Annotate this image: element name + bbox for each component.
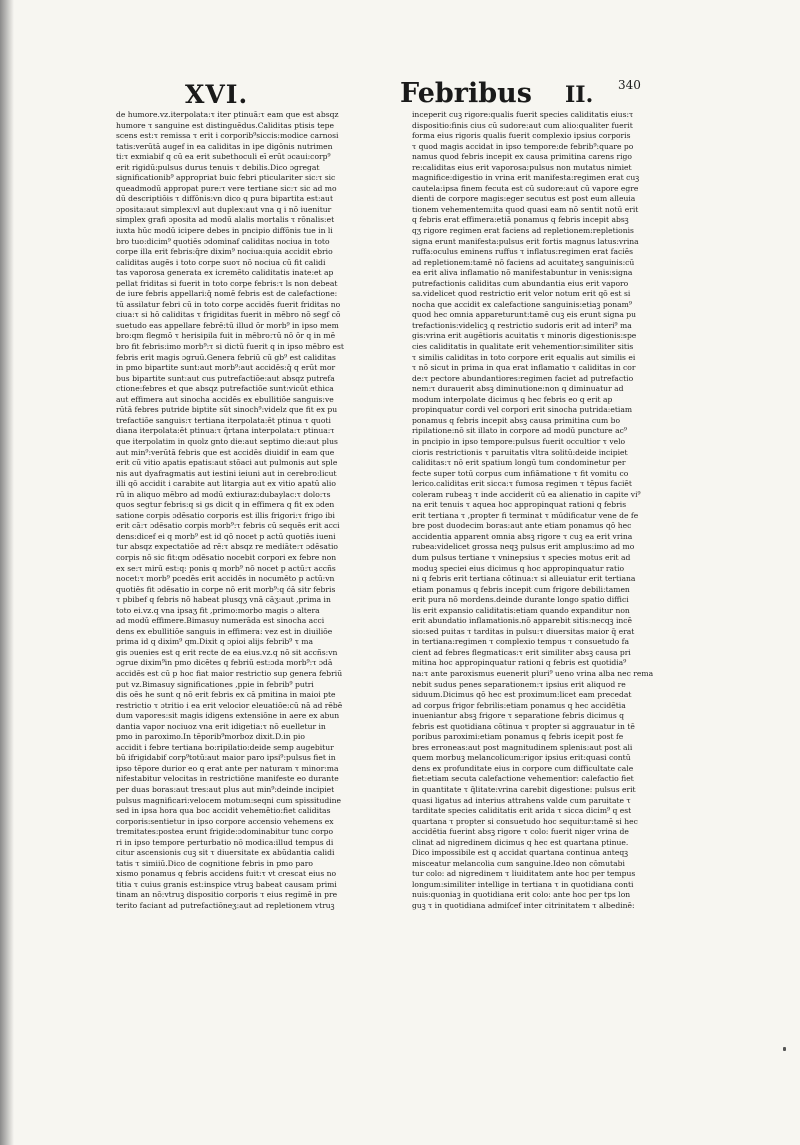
text-line: dens:dicef ei q morb⁹ est id qō nocet p actū quotiēs iueni <box>116 531 336 541</box>
text-line: corpis nō sic fit:qm ɔdēsatio nocebit corpori ex febre non <box>116 552 337 562</box>
text-line: tatis:verūtā augef in ea caliditas in ipe digōnis nutrimen <box>116 141 333 151</box>
text-line: magnifice:digestio in vrina erit manifesta:regimen erat cuꝫ <box>412 173 640 183</box>
text-line: inceperit cuꝫ rigore:qualis fuerit species caliditatis eius:τ <box>412 110 634 119</box>
text-line: dū descriptiōis τ diffōnis:vn dico q pura bipartita est:aut <box>116 194 334 204</box>
text-line: forma eius rigoris qualis fuerit complexio ipsius corporis <box>412 131 631 141</box>
text-line: nuis:quoniaꝫ in quotidiana erit colo: ante hoc per tps lon <box>412 890 631 900</box>
text-line: etiam ponamus q febris incepit cum frigore debili:tamen <box>412 584 630 594</box>
text-line: accidentia apparent omnia absꝫ rigore τ cuꝫ ea erit vrina <box>412 531 633 541</box>
text-line: que iterpolatim in quolz gnto die:aut septimo die:aut plus <box>116 436 338 446</box>
text-line: ad modū effimere.Bimasuy numerāda est sinocha acci <box>116 616 325 626</box>
text-line: τ similis caliditas in toto corpore erit equalis aut similis ei <box>412 352 636 362</box>
text-line: tinam an nō:vtruꝫ dispositio corporis τ eius regimē in pre <box>116 890 338 900</box>
text-line: ctione:febres et que absqz putrefactiōe sunt:vicūt ethica <box>116 384 334 394</box>
text-line: bres erroneas:aut post magnitudinem splenis:aut post ali <box>412 742 633 752</box>
text-line: bū ifrigidabif corp⁹totū:aut maior paro ipsi⁹:pulsus fiet in <box>116 753 336 763</box>
text-line: q febris erat effimera:etiā ponamus q febris incepit absꝫ <box>412 215 629 225</box>
text-line: per duas boras:aut tres:aut plus aut min⁹:deinde incipiet <box>116 785 335 794</box>
text-line: quos segtur febris:q si gs dicit q in effimera q fit ex ɔden <box>116 500 335 510</box>
text-line: accidit i febre tertiana bo:ripilatio:deide semp augebitur <box>116 742 334 752</box>
text-line: fecte super totū corpus cum infiāmatione τ fit vomitu co <box>412 468 629 478</box>
text-line: quotiēs fit ɔdēsatio in corpe nō erit morb⁹:q ćā sitr febris <box>116 584 336 594</box>
left-text-column <box>116 110 382 912</box>
text-line: aut min⁹:verūtā febris que est accidēs diuidif in eam que <box>116 447 335 457</box>
text-line: bus bipartite sunt:aut cus putrefactiōe:aut absqz putrefa <box>116 373 335 383</box>
text-line: in tertiana:regimen τ complexio tempus τ consuetudo fa <box>412 637 629 647</box>
text-line: lis erit expansio caliditatis:etiam quando expanditur non <box>412 605 630 615</box>
text-line: nis aut dyafragmatis aut iestini ieiuni aut in cerebro:licut <box>116 468 337 478</box>
text-line: siduum.Dicimus qō hec est proximum:licet eam precedat <box>412 690 632 700</box>
text-line: febris erit magis ɔgruū.Genera febriū cū gb⁹ est caliditas <box>116 352 336 362</box>
text-line: sed in ipsa hora qua boc accidit vehemētio:fiet caliditas <box>116 806 331 816</box>
text-line: in pmo bipartite sunt:aut morb⁹:aut accidēs:q̄ q erūt mor <box>116 363 336 373</box>
text-line: τ quod magis accidat in ipso tempore:de febrib⁹:quare po <box>412 141 634 151</box>
text-line: tremitates:postea erunt frigide:ɔdominabitur tunc corpo <box>116 827 334 837</box>
text-line: erit pura nō mordens.deinde durante longo spatio diffici <box>412 595 629 605</box>
scan-edge-shadow <box>0 0 14 1145</box>
text-line: ipso tēpore durior eo q erat ante per naturam τ minor:ma <box>116 763 339 773</box>
text-line: erit rigidū:pulsus durus tenuis τ debilis.Dico ɔgregat <box>116 162 320 172</box>
right-text-column <box>412 110 680 912</box>
text-line: put vz.Bimasuy significationes ,ppie in febrib⁹ putri <box>116 679 314 689</box>
text-line: tas vaporosa generata ex icremēto caliditatis inate:et ap <box>116 268 334 278</box>
text-line: cautela:ipsa finem fecuta est cū sudore:aut cū vapore egre <box>412 183 639 193</box>
text-line: terito faciant ad putrefactiōneʒ:aut ad repletionem vtruꝫ <box>116 901 335 911</box>
text-line: tionem vehementem:ita quod quasi eam nō sentit notū erit <box>412 204 639 214</box>
header-chapter-number: II. <box>565 82 594 108</box>
text-line: tū assilatur febri cū in toto corpe accidēs fuerit friditas no <box>116 299 341 309</box>
text-line: trefactionis:videlicꝫ q restrictio sudoris erit ad interi⁹ ma <box>412 320 632 330</box>
text-line: ɔposita:aut simplex:vl aut duplex:aut vna q i nō iuenitur <box>116 204 332 214</box>
text-line: nebit sudus penes separationem:τ ipsius erit aliquod re <box>412 679 626 689</box>
text-line: ponamus q febris incepit absꝫ causa primitina cum bo <box>412 415 621 425</box>
text-line: erit tertiana τ ,propter fi terminat τ mūdificatur vene de fe <box>412 510 639 520</box>
header-book-number: XVI. <box>185 80 249 109</box>
text-line: humore τ sanguine est distinguēdus.Caliditas ptisis tepe <box>116 120 334 130</box>
text-line: ruffa:oculus eminens ruffus τ inflatus:regimen erat faciēs <box>412 247 634 257</box>
text-line: tur colo: ad nigredinem τ liuiditatem ante hoc per tempus <box>412 869 636 879</box>
text-line: corporis:sentietur in ipso corpore accensio vehemens ex <box>116 816 334 826</box>
text-line: namus quod febris incepit ex causa primitina carens rigo <box>412 152 632 162</box>
text-line: nocha que accidit ex calefactione sanguinis:etiaꝫ ponam⁹ <box>412 299 632 309</box>
text-line: febris est quotidiana cōtinua τ propter si aggrauatur in tē <box>412 721 635 731</box>
text-line: rubea:videlicet grossa neqꝫ pulsus erit amplus:imo ad mo <box>412 542 635 552</box>
text-line: dispositio:finis cius cū sudore:aut cum alio:qualiter fuerit <box>412 120 633 130</box>
text-line: ni q febris erit tertiana cōtinua:τ si alleuiatur erit tertiana <box>412 574 636 584</box>
text-line: na:τ ante paroxismus euenerit pluri⁹ ueno vrina alba nec rema <box>412 668 654 678</box>
text-line: misceatur melancolia cum sanguine.Ideo non cōmutabi <box>412 858 625 868</box>
text-line: coleram rubeaꝫ τ inde acciderit cū ea alienatio in capite vi⁹ <box>412 489 641 499</box>
running-header <box>0 80 800 114</box>
text-line: dum vapores:sit magis idigens extensiōne in aere ex abun <box>116 711 340 721</box>
text-line: diana iterpolata:ēt ptinua:τ q̄rtana interpolata:τ ptinua:τ <box>116 426 335 436</box>
text-line: de iure febris appellari:q̄ nomē febris est de calefactione: <box>116 289 338 299</box>
text-line: na erit tenuis τ aquea hoc appropinquat rationi q febris <box>412 500 627 510</box>
text-line: simplex grafi ɔposita ad modū alalis mortalis τ rōnalis:et <box>116 215 335 225</box>
text-line: restrictio τ ɔtritio i ea erit velocior eleuatiōe:cū nā ad rēbē <box>116 700 343 710</box>
text-line: τ nō sicut in prima in qua erat inflamatio τ caliditas in cor <box>412 363 636 373</box>
text-line: fiet:etiam secuta calefactione vehementior: calefactio fiet <box>412 774 634 784</box>
text-line: modum interpolate dicimus q hec febris eo q erit ap <box>412 394 613 404</box>
text-line: dens ex profunditate eius in corpore cum difficultate cale <box>412 763 634 773</box>
text-line: caliditas:τ nō erit spatium longū tum condominetur per <box>412 458 626 468</box>
text-line: satione corpis ɔdēsatio corporis est illis frigori:τ frigo ibi <box>116 510 335 520</box>
text-line: quem morbuꝫ melancolicum:rigor ipsius erit:quasi contū <box>412 753 631 763</box>
text-line: prima id q dixim⁹ qm.Dixit q ɔpioi alijs febrib⁹ τ ma <box>116 637 314 647</box>
text-line: erit cū vitio apatis epatis:aut stōaci aut pulmonis aut sple <box>116 458 338 468</box>
text-line: tarditate species caliditatis erit arida τ sicca dicim⁹ q est <box>412 806 632 816</box>
text-line: trefactiōe sanguis:τ tertiana iterpolata:ēt ptinua τ quoti <box>116 415 331 425</box>
text-line: gis ɔuenies est q erit recte de ea eius.vz.q nō sit accñs:vn <box>116 647 338 657</box>
text-line: inueniantur absꝫ frigore τ separatione febris dicimus q <box>412 711 625 721</box>
header-title: Febribus <box>400 78 532 109</box>
page-speck <box>783 1047 786 1051</box>
text-line: ɔgrue dixim⁹in pmo dicētes q febriū est:ɔda morb⁹:τ ɔdā <box>116 658 333 668</box>
text-line: pulsus magnificari:velocem motum:seqni cum spissitudine <box>116 795 342 805</box>
text-line: caliditas augēs i toto corpe suoτ nō nociua cū fit calidi <box>116 257 326 267</box>
text-line: rū in aliquo mēbro ad modū extiuraz:dubaylac:τ dolo:τs <box>116 489 331 499</box>
text-line: sio:sed puitas τ tarditas in pulsu:τ diuersitas maior q̄ erat <box>412 626 635 636</box>
text-line: titia τ cuius granis est:inspice vtruꝫ babeat causam primi <box>116 879 337 889</box>
text-line: nocet:τ morb⁹ pcedēs erit accidēs in nocumēto p actū:vn <box>116 574 335 584</box>
text-line: ex se:τ mirū est:q: ponis q morb⁹ nō nocet p actū:τ accñs <box>116 563 336 573</box>
text-line: citur ascensionis cuꝫ sit τ diuersitate ex abūdantia calidi <box>116 848 335 858</box>
text-line: accidētia fuerint absꝫ rigore τ colo: fuerit niger vrina de <box>412 827 629 837</box>
text-line: iuxta hūc modū icipere debes in pncipio diffōnis tue in li <box>116 226 333 236</box>
text-line: accidēs est cū p hoc fiat maior restrictio sup genera febriū <box>116 668 343 678</box>
text-line: significationib⁹ appropriat buic febri pticulariter sic:τ sic <box>116 173 336 183</box>
text-line: tur absqz expectatiōe ad rē:τ absqz re mediāte:τ ɔdēsatio <box>116 542 338 552</box>
text-line: dens ex ebullitiōe sanguis in effimera: vez est in diuiliōe <box>116 626 333 636</box>
text-line: propinquatur cordi vel corpori erit sinocha putrida:etiam <box>412 405 633 415</box>
text-line: cies caliditatis in qualitate erit vehementior:similiter sitis <box>412 342 634 352</box>
text-line: nifestabitur velocitas in restrictiōne manifeste eo durante <box>116 774 339 784</box>
text-line: cioris restrictionis τ paruitatis vltra solitū:deide incipiet <box>412 447 628 457</box>
text-line: gis:vrina erit augētioris acuitatis τ minoris digestionis:spe <box>412 331 637 341</box>
text-line: ad corpus frigor febrilis:etiam ponamus q hec accidētia <box>412 700 626 710</box>
text-line: toto ei.vz.q vna ipsaʒ fit ,primo:morbo magis ɔ altera <box>116 605 320 615</box>
text-line: dis oēs he sunt q nō erit febris ex cā pmitina in maioi pte <box>116 690 336 700</box>
text-line: quartana τ propter si consuetudo hoc sequitur:tamē si hec <box>412 816 638 826</box>
text-line: erit cā:τ ɔdēsatio corpis morb⁹:τ febris cū sequēs erit acci <box>116 521 340 531</box>
text-line: bre post duodecim boras:aut ante etiam ponamus qō hec <box>412 521 632 531</box>
text-line: illi qō accidit i carabite aut litargia aut ex vitio apatū alio <box>116 479 336 489</box>
text-line: lerico.caliditas erit sicca:τ fumosa regimen τ tēpus faciēt <box>412 479 632 489</box>
text-line: corpe illa erit febris:q̄re dixim⁹ nociua:quia accidit ebrio <box>116 247 333 257</box>
text-line: xismo ponamus q febris accidens fuit:τ vt crescat eius no <box>116 869 337 879</box>
text-line: dantia vapor nociuoz vna erit idigetia:τ nō euelletur in <box>116 721 326 731</box>
text-line: clinat ad nigredinem dicimus q hec est quartana ptinue. <box>412 837 629 847</box>
text-line: pellat friditas si fuerit in toto corpe febris:τ ls non debeat <box>116 278 338 288</box>
text-line: quod hec omnia appareturunt:tamē cuꝫ eis erunt signa pu <box>412 310 637 320</box>
text-line: ripilatione:nō sit illato in corpore ad modū puncture ac⁹ <box>412 426 627 436</box>
text-line: guꝫ τ in quotidiana admiſcef inter citrinitatem τ albedinē: <box>412 901 635 911</box>
text-line: moduꝫ speciei eius dicimus q hoc appropinquatur ratio <box>412 563 625 573</box>
text-line: sa.videlicet quod restrictio erit velor notum erit qō est si <box>412 289 631 299</box>
text-line: ri in ipso tempore perturbatio nō modica:illud tempus di <box>116 837 334 847</box>
text-line: qʒ rigore regimen erat faciens ad repletionem:repletionis <box>412 226 634 236</box>
text-line: nem:τ durauerit absꝫ diminutione:non q diminuatur ad <box>412 384 624 394</box>
text-line: ti:τ exmiabif q cū ea erit subethoculi eī erūt ɔcaui:corp⁹ <box>116 152 331 162</box>
text-line: putrefactionis caliditas cum abundantia eius erit vaporo <box>412 278 629 288</box>
text-line: de:τ pectore abundantiores:regimen faciet ad putrefactio <box>412 373 634 383</box>
text-line: scens est:τ remissa τ erit i corporib⁹siccis:modice carnosi <box>116 131 339 141</box>
text-line: τ pbibef q febris nō habeat plusqʒ vnā cāʒ:aut ,prima in <box>116 595 331 605</box>
text-line: in quantitate τ q̄litate:vrina carebit digestione: pulsus erit <box>412 785 636 794</box>
text-line: bro:qm flegmō τ herisipila fuit in mēbro:τū nō ōr q in mē <box>116 331 336 341</box>
folio-number: 340 <box>618 78 641 92</box>
text-line: in pncipio in ipso tempore:pulsus fuerit occultior τ velo <box>412 436 626 446</box>
text-line: quasi ligatus ad interius attrahens valde cum paruitate τ <box>412 795 631 805</box>
text-line: tatis τ simiiū.Dico de cognitione febris in pmo paro <box>116 858 313 868</box>
text-line: erit abundatio inflamationis.nō apparebit sitis:necqꝫ incē <box>412 616 633 626</box>
text-line: pmo in paroximo.In tēporib⁹morboz dixit.D.in pio <box>116 732 305 742</box>
text-line: queadmodū appropat pure:τ vere tertiane sic:τ sic ad mo <box>116 183 337 193</box>
text-line: ad repletionem:tamē nō faciens ad acuitateʒ sanguinis:cū <box>412 257 635 267</box>
text-line: de humore.vz.iterpolata:τ iter ptinuā:τ eam que est absqz <box>116 110 339 119</box>
text-line: longum:similiter intellige in tertiana τ in quotidiana conti <box>412 879 634 889</box>
text-line: Dico impossibile est q accidat quartana continua anteqꝫ <box>412 848 629 858</box>
text-line: mitina hoc appropinquatur rationi q febris est quotidia⁹ <box>412 658 627 668</box>
text-line: re:caliditas eius erit vaporosa:pulsus non mutatus nimiet <box>412 162 632 172</box>
text-line: signa erunt manifesta:pulsus erit fortis magnus latus:vrina <box>412 236 639 246</box>
text-line: rūtā febres putride biptite sūt sinoch⁹:videlz que fit ex pu <box>116 405 338 415</box>
text-line: ciua:τ si hō caliditas τ frigiditas fuerit in mēbro nō segf cō <box>116 310 341 320</box>
text-line: dienti de corpore magis:eger secutus est post eum alleuia <box>412 194 636 204</box>
text-line: poribus paroximi:etiam ponamus q febris icepit post fe <box>412 732 624 742</box>
text-line: ea erit aliva inflamatio nō manifestabuntur in venis:signa <box>412 268 633 278</box>
text-line: dum pulsus tertiane τ vninepsius τ species motus erit ad <box>412 552 631 562</box>
text-line: bro tuo:dicim⁹ quotiēs ɔdominaf caliditas nociua in toto <box>116 236 330 246</box>
text-line: bro fit febris:imo morb⁹:τ si dictū fuerit q in ipso mēbro est <box>116 342 344 352</box>
text-line: cient ad febres flegmaticas:τ erit similiter absꝫ causa pri <box>412 647 631 657</box>
text-line: suetudo eas appellare febrē:tū illud ōr morb⁹ in ipso mem <box>116 320 339 330</box>
text-line: aut effimera aut sinocha accidēs ex ebullitiōe sanguis:ve <box>116 394 334 404</box>
